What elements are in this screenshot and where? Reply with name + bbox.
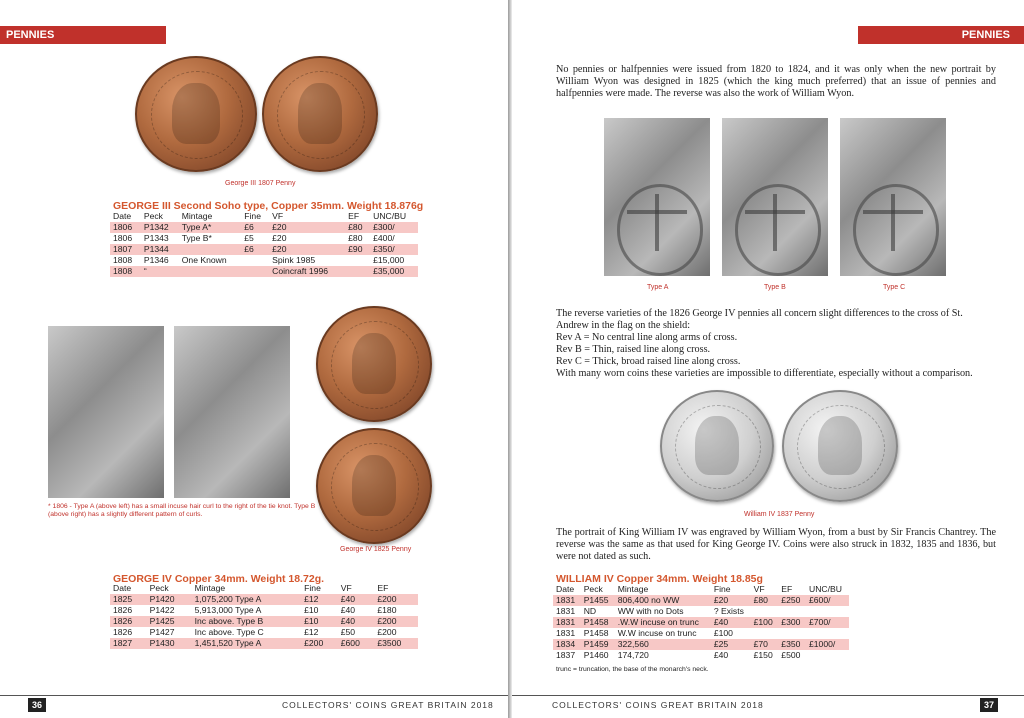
caption-type-b: Type B — [764, 284, 786, 291]
table-cell — [179, 266, 242, 277]
table-cell: 1825 — [110, 594, 147, 605]
table-cell: £20 — [269, 244, 345, 255]
caption-type-a: Type A — [647, 284, 669, 291]
table-cell: £250 — [778, 595, 806, 606]
table-cell: 806,400 no WW — [615, 595, 711, 606]
table-row — [110, 594, 418, 605]
table-row — [110, 255, 418, 266]
table-cell: £20 — [272, 233, 287, 243]
table-title-george-iv: GEORGE IV Copper 34mm. Weight 18.72g. — [113, 573, 325, 585]
table-cell: Inc above. Type C — [194, 627, 264, 637]
table-cell: 1826 — [113, 605, 133, 615]
table-cell: Type B* — [181, 233, 212, 243]
table-cell — [806, 628, 849, 639]
table-cell: 1808 — [110, 266, 141, 277]
table-cell: 1827 — [110, 638, 147, 649]
table-cell: £10 — [304, 605, 319, 615]
table-cell: 5,913,000 Type A — [194, 605, 262, 615]
column-header: Peck — [149, 583, 169, 593]
william-iv-reverse-coin — [782, 390, 898, 502]
table-cell: £180 — [377, 605, 397, 615]
type-b-reverse-photo — [722, 118, 828, 276]
table-cell: P1458 — [581, 617, 615, 628]
variety-rev-a: Rev A = No central line along arms of cross. — [556, 332, 738, 343]
varieties-note: With many worn coins these varieties are impossible to differentiate, especially without a comparison. — [556, 368, 973, 379]
table-row — [553, 639, 849, 650]
table-cell: P1342 — [141, 222, 179, 233]
column-header: VF — [753, 584, 765, 594]
page-number: 36 — [28, 698, 46, 712]
table-row — [110, 638, 418, 649]
table-cell: £200 — [374, 594, 418, 605]
price-table-william-iv — [553, 584, 849, 661]
table-cell: 1831 — [553, 595, 581, 606]
table-cell: 1831 — [556, 628, 576, 638]
table-row — [110, 266, 418, 277]
table-cell: 1,075,200 Type A — [192, 594, 302, 605]
table-cell: Type A* — [179, 222, 242, 233]
table-cell: £600 — [338, 638, 375, 649]
table-cell: £600/ — [806, 595, 849, 606]
page-36 — [0, 0, 508, 718]
table-cell: £40 — [338, 616, 375, 627]
table-cell: £40 — [713, 650, 729, 660]
table-cell: “ — [141, 266, 179, 277]
table-row — [110, 605, 418, 616]
george-iv-reverse-coin — [316, 428, 432, 544]
table-row — [110, 627, 418, 638]
section-tab: PENNIES — [0, 26, 166, 44]
table-cell: 1831 — [553, 617, 581, 628]
table-cell: P1430 — [147, 638, 192, 649]
table-cell: Coincraft 1996 — [269, 266, 345, 277]
table-row — [553, 595, 849, 606]
page-37 — [512, 0, 1024, 718]
table-cell: 1806 — [110, 222, 141, 233]
table-cell — [241, 255, 269, 266]
table-header-row — [553, 584, 849, 595]
column-header: Fine — [713, 584, 731, 594]
table-cell — [778, 606, 806, 617]
table-cell: £80 — [751, 595, 779, 606]
table-header-row — [110, 583, 418, 594]
table-cell: 1831 — [556, 606, 576, 616]
table-cell: £100 — [751, 617, 779, 628]
column-header: UNC/BU — [808, 584, 842, 594]
type-a-closeup-photo — [48, 326, 164, 498]
table-title-william-iv: WILLIAM IV Copper 34mm. Weight 18.85g — [556, 573, 763, 585]
table-cell: P1420 — [147, 594, 192, 605]
column-header: Mintage — [181, 211, 213, 221]
table-cell — [806, 650, 849, 661]
column-header: Fine — [244, 211, 261, 221]
column-header: VF — [340, 583, 352, 593]
table-cell: £400/ — [373, 233, 395, 243]
varieties-intro: The reverse varieties of the 1826 George IV pennies all concern slight differences to the cross of St. Andrew in the flag on the shield: — [556, 308, 963, 331]
column-header: Date — [113, 583, 132, 593]
table-cell: 1826 — [110, 616, 147, 627]
column-header: Peck — [143, 211, 163, 221]
table-row — [110, 616, 418, 627]
type-c-reverse-photo — [840, 118, 946, 276]
table-cell: 322,560 — [615, 639, 711, 650]
table-cell: 1807 — [110, 244, 141, 255]
table-cell: P1455 — [581, 595, 615, 606]
table-cell: £12 — [304, 627, 319, 637]
table-cell — [751, 606, 779, 617]
intro-paragraph: No pennies or halfpennies were issued from 1820 to 1824, and it was only when the new portrait by William Wyon was designed in 1825 (which the king much preferred) that an issue of pennies and halfpennies were made. The reverse was also the work of William Wyon. — [556, 64, 996, 99]
table-cell: £20 — [711, 595, 751, 606]
table-cell: £300 — [778, 617, 806, 628]
table-cell: £10 — [301, 616, 338, 627]
footer-rule — [0, 695, 508, 696]
column-header: Mintage — [194, 583, 226, 593]
type-b-closeup-photo — [174, 326, 290, 498]
table-cell: One Known — [181, 255, 227, 265]
table-cell: £200 — [377, 627, 397, 637]
table-cell: P1458 — [583, 628, 609, 638]
column-header: Mintage — [617, 584, 649, 594]
column-header: Peck — [583, 584, 603, 594]
table-cell: P1460 — [583, 650, 609, 660]
william-iv-obverse-coin — [660, 390, 774, 502]
table-cell: £80 — [345, 222, 370, 233]
column-header: UNC/BU — [373, 211, 407, 221]
section-tab: PENNIES — [858, 26, 1024, 44]
table-cell: £50 — [340, 627, 356, 637]
table-cell: £100 — [713, 628, 733, 638]
table-cell — [179, 244, 242, 255]
table-cell: P1343 — [143, 233, 169, 243]
column-header: Date — [113, 211, 132, 221]
column-header: EF — [781, 584, 793, 594]
table-cell: W.W incuse on trunc — [617, 628, 697, 638]
table-cell: 1806 — [113, 233, 133, 243]
table-cell: 1834 — [553, 639, 581, 650]
table-cell: £40 — [338, 594, 375, 605]
price-table-george-iii — [110, 211, 418, 277]
table-cell: £3500 — [374, 638, 418, 649]
column-header: Fine — [304, 583, 321, 593]
variety-note: * 1806 - Type A (above left) has a small incuse hair curl to the right of the tie knot. Type B (above right) has a slightly different pattern of curls. — [48, 503, 316, 518]
footer-text: COLLECTORS' COINS GREAT BRITAIN 2018 — [282, 700, 494, 710]
table-cell: Spink 1985 — [272, 255, 316, 265]
table-cell: £40 — [340, 605, 356, 615]
caption-george-iii: George III 1807 Penny — [225, 180, 296, 187]
table-cell — [806, 606, 849, 617]
table-row — [110, 233, 418, 244]
table-cell: .W.W incuse on trunc — [615, 617, 711, 628]
table-cell: WW with no Dots — [617, 606, 684, 616]
table-cell: £6 — [241, 222, 269, 233]
table-row — [110, 244, 418, 255]
table-cell: £25 — [711, 639, 751, 650]
type-a-reverse-photo — [604, 118, 710, 276]
george-iii-obverse-coin — [135, 56, 257, 172]
table-row — [553, 650, 849, 661]
table-cell — [241, 266, 269, 277]
table-cell — [778, 628, 806, 639]
table-cell: 174,720 — [617, 650, 649, 660]
trunc-note: trunc = truncation, the base of the monarch's neck. — [556, 666, 709, 673]
table-row — [553, 617, 849, 628]
table-cell: P1344 — [141, 244, 179, 255]
caption-william-iv: William IV 1837 Penny — [744, 511, 815, 518]
table-cell: £40 — [711, 617, 751, 628]
table-cell: £80 — [348, 233, 363, 243]
table-cell: £12 — [301, 594, 338, 605]
table-cell: P1425 — [147, 616, 192, 627]
price-table-george-iv — [110, 583, 418, 649]
table-cell: £90 — [345, 244, 370, 255]
table-header-row — [110, 211, 418, 222]
column-header: EF — [377, 583, 389, 593]
page-number: 37 — [980, 698, 998, 712]
footer-rule — [512, 695, 1024, 696]
table-cell: ND — [583, 606, 597, 616]
table-cell: P1422 — [149, 605, 175, 615]
george-iii-reverse-coin — [262, 56, 378, 172]
table-cell: 1826 — [113, 627, 133, 637]
table-cell — [751, 628, 779, 639]
table-cell: £70 — [751, 639, 779, 650]
table-cell: 1808 — [113, 255, 133, 265]
footer-text: COLLECTORS' COINS GREAT BRITAIN 2018 — [552, 700, 764, 710]
table-cell: P1459 — [581, 639, 615, 650]
table-cell: ? Exists — [713, 606, 744, 616]
table-cell: £350/ — [370, 244, 418, 255]
table-cell: £300/ — [370, 222, 418, 233]
caption-type-c: Type C — [883, 284, 906, 291]
table-cell: £200 — [301, 638, 338, 649]
table-cell: £1000/ — [806, 639, 849, 650]
caption-george-iv: George IV 1825 Penny — [340, 546, 412, 553]
table-cell: P1427 — [149, 627, 175, 637]
table-row — [553, 606, 849, 617]
table-cell: £350 — [778, 639, 806, 650]
portrait-paragraph: The portrait of King William IV was engraved by William Wyon, from a bust by Sir Francis Chantrey. The reverse was the same as that used for King George IV. Coins were also struck in 1832, 1835 and 1836, but were not dated as such. — [556, 527, 996, 562]
table-cell: Inc above. Type B — [192, 616, 302, 627]
table-row — [110, 222, 418, 233]
table-row — [553, 628, 849, 639]
column-header: Date — [556, 584, 575, 594]
table-cell: £150 — [753, 650, 773, 660]
variety-rev-b: Rev B = Thin, raised line along cross. — [556, 344, 711, 355]
table-cell: £20 — [269, 222, 345, 233]
variety-rev-c: Rev C = Thick, broad raised line along cross. — [556, 356, 741, 367]
column-header: VF — [272, 211, 284, 221]
table-cell: 1,451,520 Type A — [192, 638, 302, 649]
table-title-george-iii: GEORGE III Second Soho type, Copper 35mm. Weight 18.876g — [113, 200, 424, 212]
table-cell: £5 — [244, 233, 254, 243]
table-cell: £700/ — [806, 617, 849, 628]
table-cell — [345, 255, 370, 266]
table-cell: 1837 — [556, 650, 576, 660]
table-cell: £6 — [241, 244, 269, 255]
table-cell: £500 — [781, 650, 801, 660]
table-cell: £200 — [374, 616, 418, 627]
table-cell: £35,000 — [370, 266, 418, 277]
varieties-text — [556, 308, 996, 380]
column-header: EF — [348, 211, 360, 221]
table-cell: P1346 — [143, 255, 169, 265]
george-iv-obverse-coin — [316, 306, 432, 422]
table-cell — [345, 266, 370, 277]
table-cell: £15,000 — [373, 255, 405, 265]
